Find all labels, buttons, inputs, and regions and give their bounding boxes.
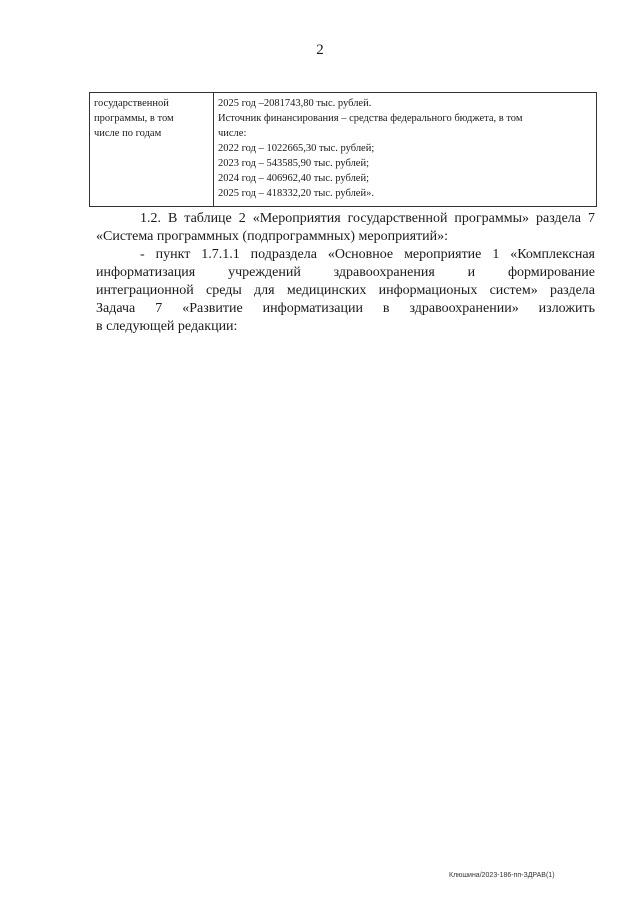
page-number: 2	[316, 42, 324, 58]
paragraph-line: в следующей редакции:	[96, 319, 238, 334]
paragraph-line: 1.2. В таблице 2 «Мероприятия государственной программы» раздела 7	[140, 211, 595, 226]
financing-table	[89, 92, 597, 207]
value-line: 2024 год – 406962,40 тыс. рублей;	[218, 173, 370, 184]
value-line: 2022 год – 1022665,30 тыс. рублей;	[218, 143, 375, 154]
label-line: государственной	[94, 98, 169, 109]
value-line: Источник финансирования – средства федерального бюджета, в том	[218, 113, 523, 124]
table-row	[90, 93, 597, 207]
value-line: 2025 год – 418332,20 тыс. рублей».	[218, 188, 374, 199]
paragraph-1	[96, 210, 595, 246]
paragraph-line: интеграционной среды для медицинских информационых систем» раздела	[96, 283, 595, 298]
document-footer-code: Клюшина/2023-186-пп-ЗДРАВ(1)	[449, 872, 555, 879]
paragraph-2	[96, 246, 595, 336]
label-line: числе по годам	[94, 128, 162, 139]
body-text	[96, 210, 595, 336]
table-cell-label	[90, 93, 214, 207]
paragraph-line: Задача 7 «Развитие информатизации в здравоохранении» изложить	[96, 301, 595, 316]
paragraph-line: «Система программных (подпрограммных) мероприятий»:	[96, 229, 449, 244]
table-cell-values	[214, 93, 597, 207]
value-line: 2023 год – 543585,90 тыс. рублей;	[218, 158, 370, 169]
label-line: программы, в том	[94, 113, 174, 124]
value-line: числе:	[218, 128, 247, 139]
paragraph-line: - пункт 1.7.1.1 подраздела «Основное мероприятие 1 «Комплексная	[140, 247, 595, 262]
paragraph-line: информатизация учреждений здравоохранения и формирование	[96, 265, 595, 280]
value-line: 2025 год –2081743,80 тыс. рублей.	[218, 98, 372, 109]
